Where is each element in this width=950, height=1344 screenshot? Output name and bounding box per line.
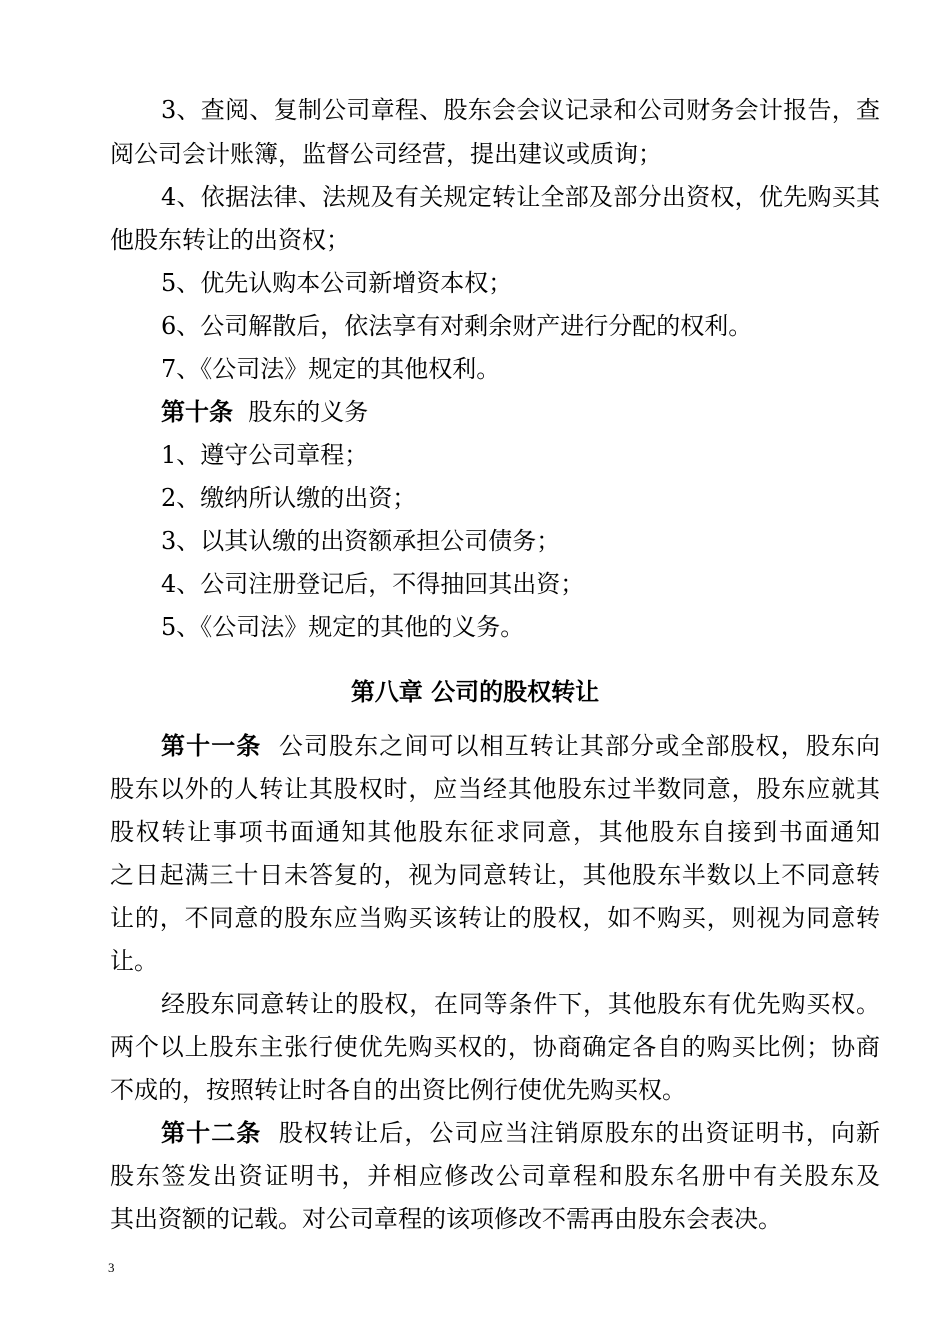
article-11-para2-line-3: 不成的，按照转让时各自的出资比例行使优先购买权。 (110, 1076, 686, 1104)
right-item-5: 5、优先认购本公司新增资本权； (161, 269, 513, 297)
article-10-title: 股东的义务 (248, 398, 369, 426)
article-11-line-2: 股东以外的人转让其股权时，应当经其他股东过半数同意，股东应就其 (110, 775, 880, 803)
right-item-3-line-2: 阅公司会计账簿，监督公司经营，提出建议或质询； (110, 140, 662, 168)
obligation-item-4: 4、公司注册登记后，不得抽回其出资； (161, 570, 585, 598)
article-11-line-1 (161, 730, 880, 762)
page-number: 3 (108, 1260, 115, 1275)
article-10-heading (161, 396, 880, 428)
chapter-8-title: 第八章 公司的股权转让 (350, 677, 600, 706)
article-12-label: 第十二条 (161, 1118, 262, 1147)
obligation-item-5: 5、《公司法》规定的其他的义务。 (161, 613, 525, 641)
obligation-item-2: 2、缴纳所认缴的出资； (161, 484, 417, 512)
right-item-4-line-1: 4、依据法律、法规及有关规定转让全部及部分出资权，优先购买其 (161, 183, 880, 211)
obligation-item-1: 1、遵守公司章程； (161, 441, 369, 469)
right-item-4-line-2: 他股东转让的出资权； (110, 226, 350, 254)
obligation-item-3: 3、以其认缴的出资额承担公司债务； (161, 527, 561, 555)
article-11-line-5: 让的，不同意的股东应当购买该转让的股权，如不购买，则视为同意转 (110, 904, 880, 932)
article-10-label: 第十条 (161, 397, 233, 426)
article-12-line-1 (161, 1117, 880, 1149)
article-11-para2-line-2: 两个以上股东主张行使优先购买权的，协商确定各自的购买比例；协商 (110, 1033, 880, 1061)
right-item-6: 6、公司解散后，依法享有对剩余财产进行分配的权利。 (161, 312, 753, 340)
article-11-line-3: 股权转让事项书面通知其他股东征求同意，其他股东自接到书面通知 (110, 818, 880, 846)
article-11-line-4: 之日起满三十日未答复的，视为同意转让，其他股东半数以上不同意转 (110, 861, 880, 889)
article-12-text: 股权转让后，公司应当注销原股东的出资证明书，向新 (278, 1119, 881, 1147)
article-11-text: 公司股东之间可以相互转让其部分或全部股权，股东向 (278, 732, 881, 760)
article-11-label: 第十一条 (161, 731, 262, 760)
right-item-3-line-1: 3、查阅、复制公司章程、股东会会议记录和公司财务会计报告，查 (161, 96, 880, 124)
article-12-line-2: 股东签发出资证明书，并相应修改公司章程和股东名册中有关股东及 (110, 1162, 880, 1190)
article-11-para2-line-1: 经股东同意转让的股权，在同等条件下，其他股东有优先购买权。 (161, 990, 880, 1018)
right-item-7: 7、《公司法》规定的其他权利。 (161, 355, 501, 383)
article-11-line-6: 让。 (110, 947, 158, 975)
article-12-line-3: 其出资额的记载。对公司章程的该项修改不需再由股东会表决。 (110, 1205, 782, 1233)
